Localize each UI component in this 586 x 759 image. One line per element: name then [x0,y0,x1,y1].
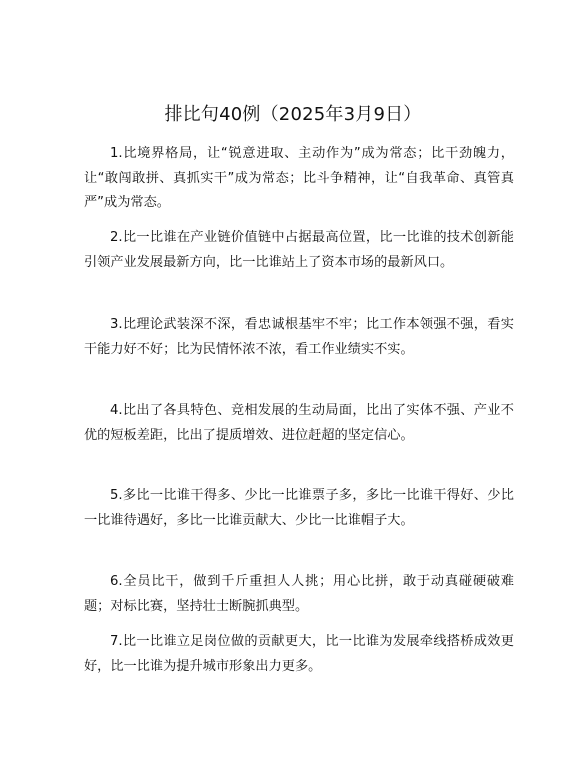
paragraph-4: 4.比出了各具特色、竞相发展的生动局面，比出了实体不强、产业不优的短板差距，比出了提质增效、进位赶超的坚定信心。 [84,403,514,443]
paragraph-3: 3.比理论武装深不深，看忠诚根基牢不牢；比工作本领强不强，看实干能力好不好；比为民情怀浓不浓，看工作业绩实不实。 [84,317,514,357]
paragraph-6: 6.全员比干，做到千斤重担人人挑；用心比拼，敢于动真碰硬破难题；对标比赛，坚持壮士断腕抓典型。 [84,574,514,614]
paragraph-5: 5.多比一比谁干得多、少比一比谁票子多，多比一比谁干得好、少比一比谁待遇好，多比一比谁贡献大、少比一比谁帽子大。 [84,488,514,528]
paragraph-2: 2.比一比谁在产业链价值链中占据最高位置，比一比谁的技术创新能引领产业发展最新方向，比一比谁站上了资本市场的最新风口。 [84,230,514,270]
document-title: 排比句40例（2025年3月9日） [164,104,422,125]
paragraph-7: 7.比一比谁立足岗位做的贡献更大，比一比谁为发展牵线搭桥成效更好，比一比谁为提升城市形象出力更多。 [84,634,514,674]
paragraph-1: 1.比境界格局，让“锐意进取、主动作为”成为常态；比干劲魄力，让“敢闯敢拼、真抓实干”成为常态；比斗争精神，让“自我革命、真管真严”成为常态。 [84,146,514,210]
